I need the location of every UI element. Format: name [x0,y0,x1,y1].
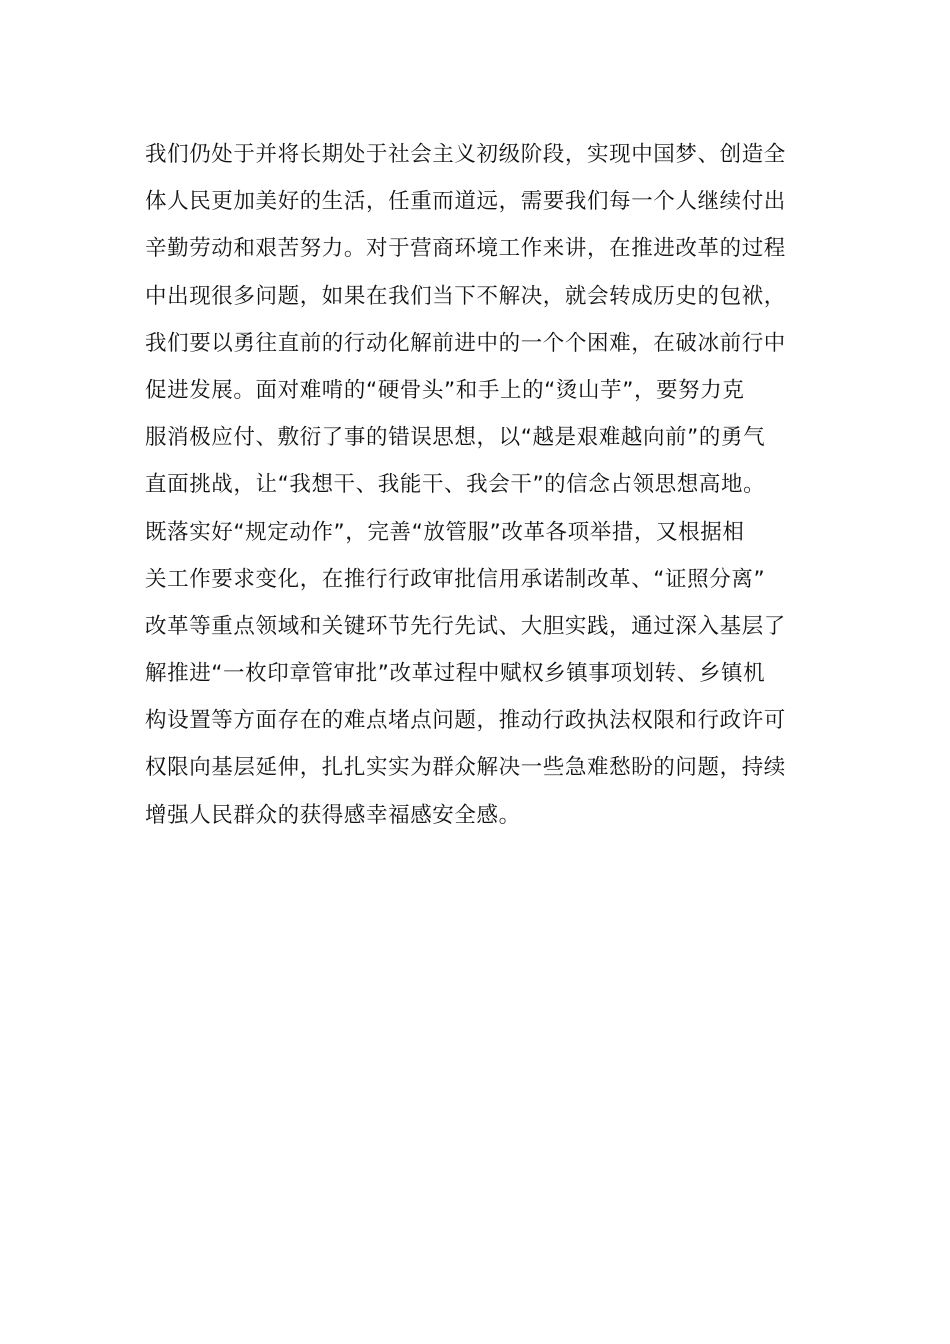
body-paragraph [145,131,810,839]
paragraph-line: 我们仍处于并将长期处于社会主义初级阶段，实现中国梦、创造全 [145,142,786,167]
paragraph-line: 权限向基层延伸，扎扎实实为群众解决一些急难愁盼的问题，持续 [145,755,786,781]
paragraph-line: 既落实好“规定动作”，完善“放管服”改革各项举措，又根据相 [145,519,745,545]
paragraph-line: 构设置等方面存在的难点堵点问题，推动行政执法权限和行政许可 [145,708,786,734]
paragraph-line: 体人民更加美好的生活，任重而道远，需要我们每一个人继续付出 [145,189,786,215]
paragraph-line: 促进发展。面对难啃的“硬骨头”和手上的“烫山芋”，要努力克 [145,377,745,403]
paragraph-line: 直面挑战，让“我想干、我能干、我会干”的信念占领思想高地。 [145,472,766,498]
paragraph-line: 增强人民群众的获得感幸福感安全感。 [145,802,521,828]
paragraph-line: 服消极应付、敷衍了事的错误思想，以“越是艰难越向前”的勇气 [145,425,766,451]
paragraph-line: 关工作要求变化，在推行行政审批信用承诺制改革、“证照分离” [145,566,766,592]
paragraph-line: 改革等重点领域和关键环节先行先试、大胆实践，通过深入基层了 [145,613,786,639]
paragraph-line: 我们要以勇往直前的行动化解前进中的一个个困难，在破冰前行中 [145,330,786,356]
paragraph-line: 解推进“一枚印章管审批”改革过程中赋权乡镇事项划转、乡镇机 [145,661,766,687]
paragraph-line: 辛勤劳动和艰苦努力。对于营商环境工作来讲，在推进改革的过程 [145,236,786,262]
paragraph-line: 中出现很多问题，如果在我们当下不解决，就会转成历史的包袱， [145,283,786,309]
